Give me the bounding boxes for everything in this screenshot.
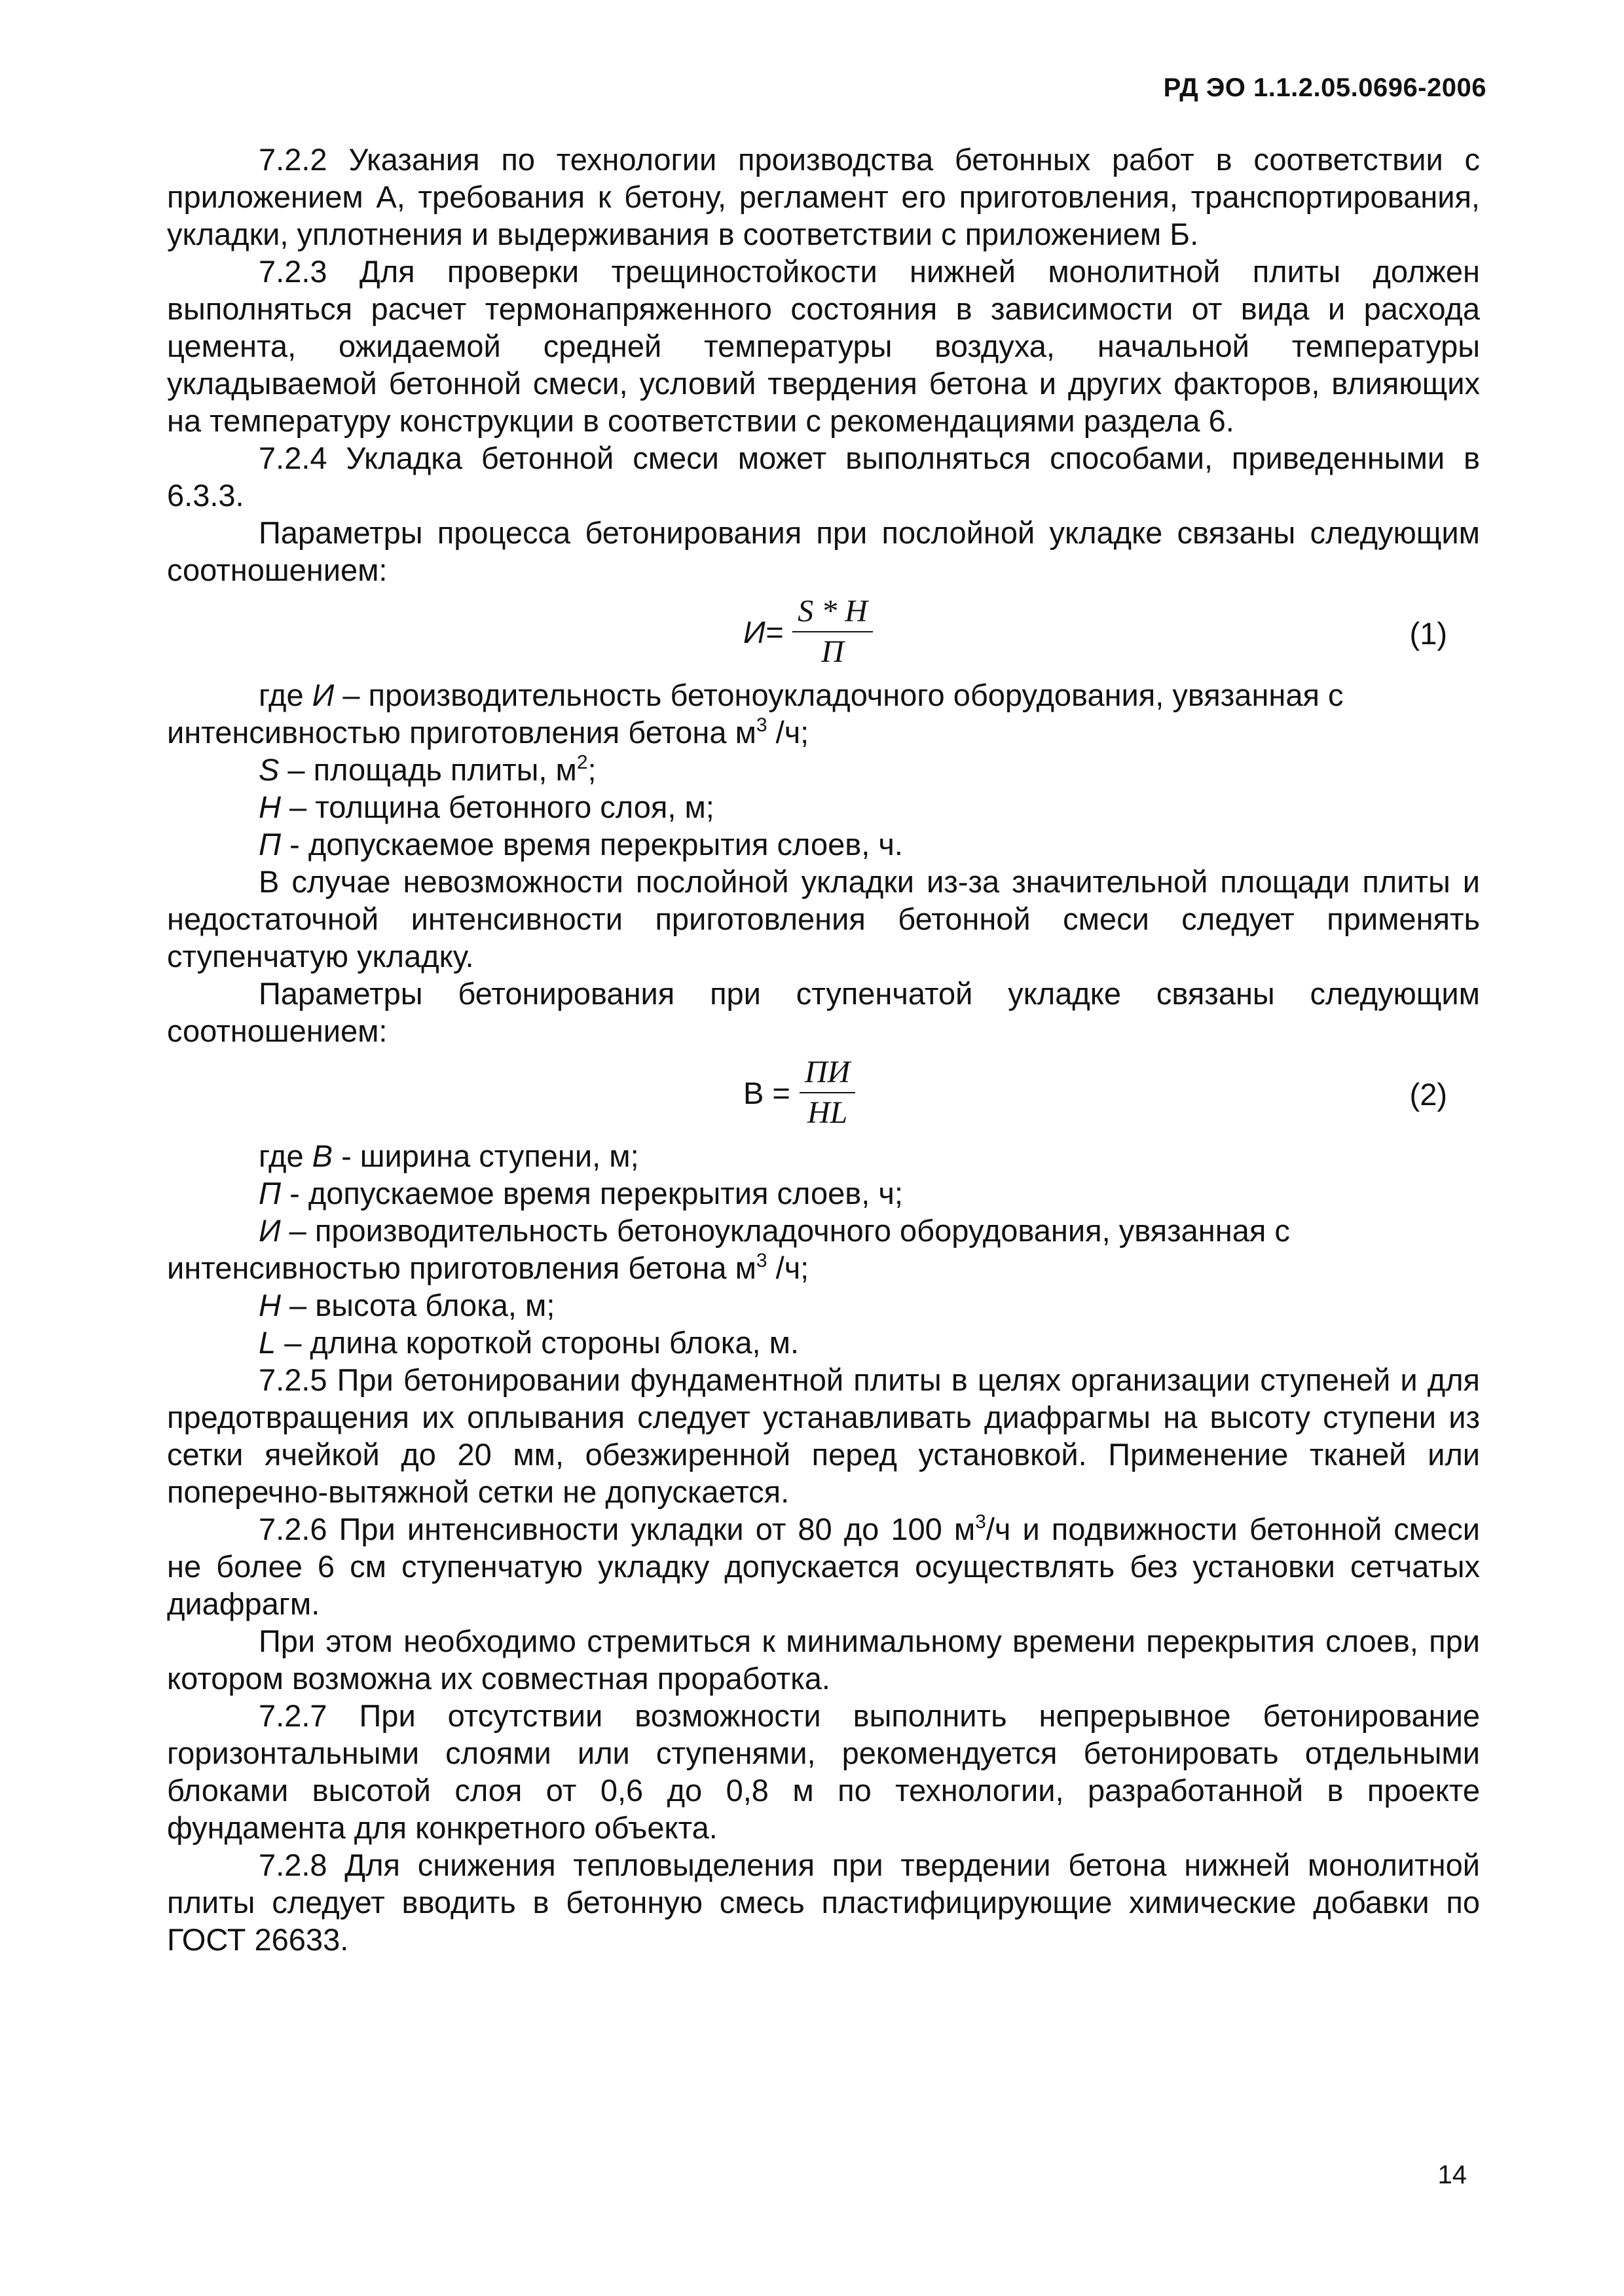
definition-l-text: – длина короткой стороны блока, м. — [276, 1325, 800, 1360]
definition-p-text: - допускаемое время перекрытия слоев, ч; — [281, 1176, 903, 1211]
where-label: где — [259, 678, 312, 712]
symbol-h: Н — [259, 1288, 281, 1322]
definition-b — [167, 1137, 1480, 1175]
definition-s — [167, 751, 1480, 788]
definition-i-text: – производительность бетоноукладочного оборудования, увязанная с интенсивностью приготовления бетона м — [167, 678, 1344, 750]
paragraph-7-2-8: 7.2.8 Для снижения тепловыделения при твердении бетона нижней монолитной плиты следует вводить в бетонную смесь пластифицирующие химические добавки по ГОСТ 26633. — [167, 1848, 1480, 1957]
symbol-l: L — [259, 1325, 276, 1360]
formula-1 — [167, 590, 1480, 675]
symbol-b: В — [312, 1139, 333, 1173]
definition-h-text: – высота блока, м; — [280, 1288, 555, 1322]
formula-1-numerator: S * H — [792, 594, 873, 632]
symbol-i: И — [312, 678, 335, 712]
definition-h-text: – толщина бетонного слоя, м; — [280, 790, 714, 824]
paragraph-params-layer: Параметры процесса бетонирования при послойной укладке связаны следующим соотношением: — [167, 515, 1480, 587]
superscript-3: 3 — [975, 1511, 986, 1533]
formula-2-numerator: ПИ — [800, 1055, 855, 1093]
symbol-s: S — [259, 752, 280, 787]
paragraph-params-step: Параметры бетонирования при ступенчатой укладке связаны следующим соотношением: — [167, 976, 1480, 1048]
paragraph-7-2-6 — [167, 1510, 1480, 1622]
symbol-i: И — [259, 1213, 281, 1248]
paragraph-7-2-5: 7.2.5 При бетонировании фундаментной плиты в целях организации ступеней и для предотвращения их оплывания следует устанавливать диафрагмы на высоту ступени из сетки ячейкой до 20 мм, обезжиренной перед установкой. Применение тканей или поперечно-вытяжной сетки не допускается. — [167, 1362, 1480, 1509]
superscript-3: 3 — [756, 714, 767, 736]
definition-p-2 — [167, 1175, 1480, 1212]
formula-1-number: (1) — [1409, 616, 1447, 651]
formula-1-denominator: П — [821, 634, 844, 669]
definition-l — [167, 1324, 1480, 1361]
paragraph-7-2-6-end: /ч и подвижности бетонной смеси не более 6 см ступенчатую укладку допускается осуществлять без установки сетчатых диафрагм. — [167, 1512, 1480, 1621]
paragraph-7-2-3: 7.2.3 Для проверки трещиностойкости нижней монолитной плиты должен выполняться расчет термонапряженного состояния в зависимости от вида и расхода цемента, ожидаемой средней температуры воздуха, начальной температуры укладываемой бетонной смеси, условий твердения бетона и других факторов, влияющих на температуру конструкции в соответствии с рекомендациями раздела 6. — [167, 254, 1480, 438]
page-number: 14 — [1437, 2160, 1467, 2189]
formula-1-expression — [743, 594, 873, 670]
paragraph-7-2-4: 7.2.4 Укладка бетонной смеси может выполняться способами, приведенными в 6.3.3. — [167, 441, 1480, 513]
definition-i-1 — [167, 676, 1480, 751]
definition-b-text: - ширина ступени, м; — [333, 1139, 639, 1173]
formula-1-fraction — [792, 594, 873, 670]
paragraph-7-2-7: 7.2.7 При отсутствии возможности выполнить непрерывное бетонирование горизонтальными слоями или ступенями, рекомендуется бетонировать отдельными блоками высотой слоя от 0,6 до 0,8 м по технологии, разработанной в проекте фундамента для конкретного объекта. — [167, 1698, 1480, 1845]
paragraph-7-2-6-start: 7.2.6 При интенсивности укладки от 80 до 100 м — [259, 1512, 976, 1546]
page-content — [167, 141, 1480, 1958]
definition-i-2 — [167, 1212, 1480, 1286]
definition-h-1 — [167, 788, 1480, 826]
formula-2-lhs: В = — [743, 1075, 790, 1110]
definition-s-text: – площадь плиты, м — [279, 752, 577, 787]
symbol-p: П — [259, 1176, 282, 1211]
definition-p-1 — [167, 826, 1480, 863]
formula-1-lhs: И= — [743, 614, 784, 649]
definition-s-end: ; — [587, 752, 597, 787]
formula-2-denominator: HL — [807, 1095, 848, 1130]
where-label: где — [259, 1139, 312, 1173]
paragraph-min-time: При этом необходимо стремиться к минимальному времени перекрытия слоев, при котором возможна их совместная проработка. — [167, 1624, 1480, 1696]
paragraph-case-impossible: В случае невозможности послойной укладки из-за значительной площади плиты и недостаточной интенсивности приготовления бетонной смеси следует применять ступенчатую укладку. — [167, 864, 1480, 974]
formula-2-fraction — [800, 1055, 855, 1131]
paragraph-7-2-2: 7.2.2 Указания по технологии производства бетонных работ в соответствии с приложением А, требования к бетону, регламент его приготовления, транспортирования, укладки, уплотнения и выдерживания в соответствии с приложением Б. — [167, 142, 1480, 251]
symbol-p: П — [259, 827, 282, 862]
definition-i-unit: /ч; — [767, 715, 809, 750]
definition-h-2 — [167, 1286, 1480, 1324]
formula-2-expression — [743, 1055, 855, 1131]
document-code: РД ЭО 1.1.2.05.0696-2006 — [1163, 73, 1486, 102]
superscript-2: 2 — [576, 752, 588, 773]
superscript-3: 3 — [756, 1250, 767, 1271]
definition-i-text: – производительность бетоноукладочного оборудования, увязанная с интенсивностью приготовления бетона м — [167, 1213, 1290, 1285]
formula-2 — [167, 1051, 1480, 1136]
symbol-h: Н — [259, 790, 281, 824]
definition-i-unit: /ч; — [767, 1250, 809, 1285]
formula-2-number: (2) — [1409, 1077, 1447, 1112]
definition-p-text: - допускаемое время перекрытия слоев, ч. — [281, 827, 903, 862]
